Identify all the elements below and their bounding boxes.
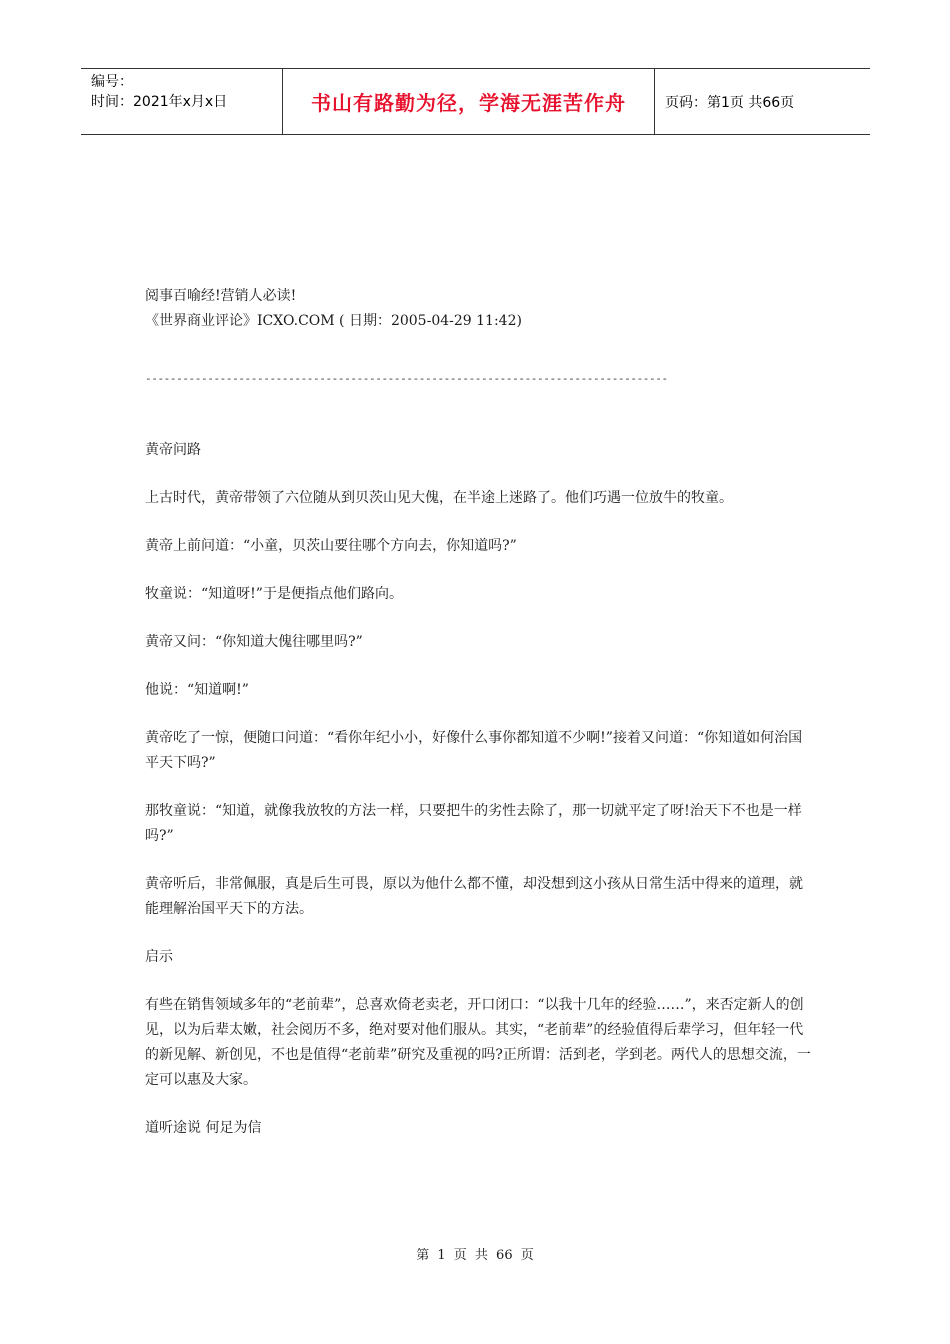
paragraph: 他说：“知道啊!” <box>145 682 249 698</box>
page-footer: 第 1 页 共 66 页 <box>416 1248 534 1263</box>
header-meta-cell <box>81 69 282 134</box>
header-page-info: 页码：第1页 共66页 <box>665 94 795 111</box>
document-date-label: 时间：2021年x月x日 <box>91 94 228 110</box>
insight-title: 启示 <box>145 949 173 965</box>
document-header <box>81 68 870 135</box>
insight-paragraph: 有些在销售领域多年的“老前辈”，总喜欢倚老卖老，开口闭口：“以我十几年的经验……”，来否定新人的创见，以为后辈太嫩，社会阅历不多，绝对要对他们服从。其实，“老前辈”的经验值得后辈学习，但年轻一代的新见解、新创见，不也是值得“老前辈”研究及重视的吗?正所谓：活到老，学到老。两代人的思想交流，一定可以惠及大家。 <box>145 997 811 1088</box>
document-number-label: 编号： <box>91 74 133 90</box>
header-motto: 书山有路勤为径，学海无涯苦作舟 <box>282 69 655 134</box>
paragraph: 上古时代，黄帝带领了六位随从到贝茨山见大傀，在半途上迷路了。他们巧遇一位放牛的牧童。 <box>145 490 733 506</box>
section-title-hearsay: 道听途说 何足为信 <box>145 1120 262 1136</box>
paragraph: 黄帝吃了一惊，便随口问道：“看你年纪小小，好像什么事你都知道不少啊!”接着又问道：“你知道如何治国平天下吗?” <box>145 730 803 771</box>
paragraph: 黄帝又问：“你知道大傀往哪里吗?” <box>145 634 363 650</box>
separator-line: ------------------------------------------------------------------------------------ <box>145 372 668 385</box>
paragraph: 那牧童说：“知道，就像我放牧的方法一样，只要把牛的劣性去除了，那一切就平定了呀!治天下不也是一样吗?” <box>145 803 802 844</box>
paragraph: 黄帝上前问道：“小童，贝茨山要往哪个方向去，你知道吗?” <box>145 538 517 554</box>
paragraph: 牧童说：“知道呀!”于是便指点他们路向。 <box>145 586 403 602</box>
article-source: 《世界商业评论》ICXO.COM ( 日期：2005-04-29 11:42) <box>145 313 522 329</box>
paragraph: 黄帝听后，非常佩服，真是后生可畏，原以为他什么都不懂，却没想到这小孩从日常生活中得来的道理，就能理解治国平天下的方法。 <box>145 876 803 917</box>
article-title: 阅事百喻经!营销人必读! <box>145 288 297 304</box>
section-title-huangdi: 黄帝问路 <box>145 442 201 458</box>
article-body <box>145 284 813 1141</box>
